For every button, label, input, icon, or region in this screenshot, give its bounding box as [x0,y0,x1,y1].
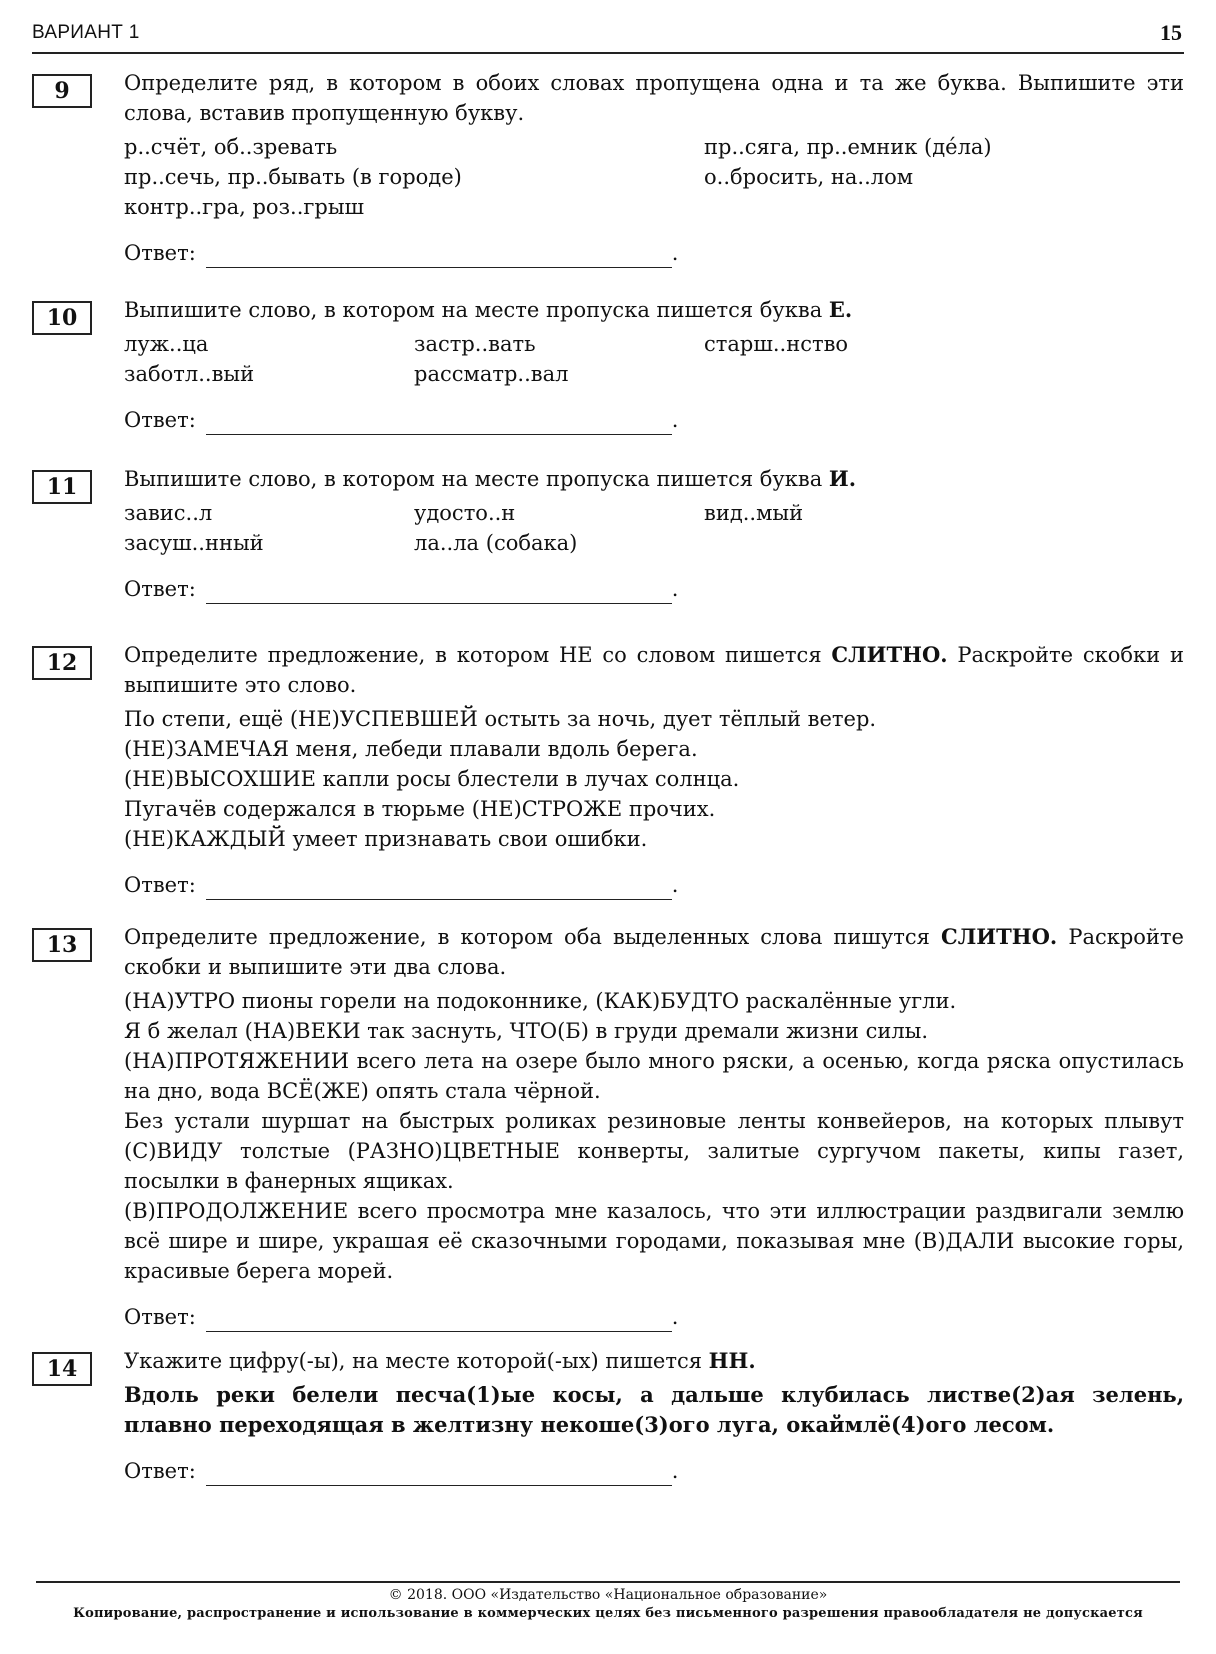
task-number: 11 [32,470,92,504]
answer-label: Ответ: [124,1305,196,1329]
option: заботл..вый [124,362,255,386]
sentence: (НЕ)ЗАМЕЧАЯ меня, лебеди плавали вдоль берега. [124,737,698,761]
option: застр..вать [414,332,536,356]
option: о..бросить, на..лом [704,165,914,189]
task-number: 14 [32,1352,92,1386]
answer-line[interactable] [206,1463,672,1486]
options [124,329,1184,389]
option: завис..л [124,501,213,525]
task-13 [32,922,1184,1332]
option: ла..ла (собака) [414,531,578,555]
sentence: (В)ПРОДОЛЖЕНИЕ всего просмотра мне казалось, что эти иллюстрации раздвигали землю всё шире и шире, украшая её сказочными городами, показывая мне (В)ДАЛИ высокие горы, красивые берега морей. [124,1199,1184,1283]
sentence: Пугачёв содержался в тюрьме (НЕ)СТРОЖЕ прочих. [124,797,716,821]
task-number: 13 [32,928,92,962]
task-12 [32,640,1184,900]
option: р..счёт, об..зревать [124,135,338,159]
answer-label: Ответ: [124,873,196,897]
answer-row: Ответ: . [124,238,1184,268]
sentences [124,986,1184,1286]
sentence: (НЕ)КАЖДЫЙ умеет признавать свои ошибки. [124,827,648,851]
answer-line[interactable] [206,412,672,435]
task-question: Определите предложение, в котором НЕ со словом пишется СЛИТНО. Раскройте скобки и выпишите это слово. [124,642,1184,697]
sentences [124,704,1184,854]
answer-label: Ответ: [124,408,196,432]
variant-title: ВАРИАНТ 1 [32,22,140,43]
option: пр..сечь, пр..бывать (в городе) [124,165,462,189]
answer-line[interactable] [206,581,672,604]
footer-divider [36,1581,1180,1583]
option: вид..мый [704,501,804,525]
answer-line[interactable] [206,245,672,268]
task-question: Определите предложение, в котором оба выделенных слова пишутся СЛИТНО. Раскройте скобки и выпишите эти два слова. [124,924,1184,979]
header-divider [32,52,1184,54]
task-number: 12 [32,646,92,680]
answer-line[interactable] [206,877,672,900]
sentence: Я б желал (НА)ВЕКИ так заснуть, ЧТО(Б) в груди дремали жизни силы. [124,1019,929,1043]
options [124,498,1184,558]
answer-row: Ответ: . [124,1302,1184,1332]
answer-line[interactable] [206,1309,672,1332]
answer-row: Ответ: . [124,870,1184,900]
sentence: (НА)УТРО пионы горели на подоконнике, (КАК)БУДТО раскалённые угли. [124,989,957,1013]
option: луж..ца [124,332,209,356]
answer-label: Ответ: [124,241,196,265]
option: пр..сяга, пр..емник (дéла) [704,135,992,159]
task-question: Определите ряд, в котором в обоих словах пропущена одна и та же буква. Выпишите эти слова, вставив пропущенную букву. [124,71,1184,125]
sentence: По степи, ещё (НЕ)УСПЕВШЕЙ остыть за ночь, дует тёплый ветер. [124,707,877,731]
task-11 [32,464,1184,604]
answer-row: Ответ: . [124,574,1184,604]
sentence: (НЕ)ВЫСОХШИЕ капли росы блестели в лучах солнца. [124,767,740,791]
answer-row: Ответ: . [124,1456,1184,1486]
answer-label: Ответ: [124,1459,196,1483]
task-question: Выпишите слово, в котором на месте пропуска пишется буква Е. [124,297,853,322]
task-number: 9 [32,74,92,108]
sentence: Без устали шуршат на быстрых роликах резиновые ленты конвейеров, на которых плывут (С)ВИДУ толстые (РАЗНО)ЦВЕТНЫЕ конверты, залитые сургучом пакеты, кипы газет, посылки в фанерных ящиках. [124,1109,1184,1193]
task-text: Вдоль реки белели песча(1)ые косы, а дальше клубилась листве(2)ая зелень, плавно переходящая в желтизну некоше(3)ого луга, окаймлё(4)ого лесом. [124,1382,1184,1437]
copyright-notice: Копирование, распространение и использование в коммерческих целях без письменного разрешения правообладателя не допускается [73,1606,1143,1621]
sentence: (НА)ПРОТЯЖЕНИИ всего лета на озере было много ряски, а осенью, когда ряска опустилась на дно, вода ВСЁ(ЖЕ) опять стала чёрной. [124,1049,1184,1103]
answer-row: Ответ: . [124,405,1184,435]
task-question: Укажите цифру(-ы), на месте которой(-ых) пишется НН. [124,1348,756,1373]
option: контр..гра, роз..грыш [124,195,365,219]
task-question: Выпишите слово, в котором на месте пропуска пишется буква И. [124,466,857,491]
task-10 [32,295,1184,435]
option: рассматр..вал [414,362,569,386]
answer-label: Ответ: [124,577,196,601]
task-14 [32,1346,1184,1486]
option: старш..нство [704,332,849,356]
page-number: 15 [1160,20,1182,45]
option: засуш..нный [124,531,264,555]
options [124,132,1184,222]
task-9 [32,68,1184,268]
copyright: © 2018. ООО «Издательство «Национальное образование» [388,1587,828,1603]
task-number: 10 [32,301,92,335]
option: удосто..н [414,501,516,525]
